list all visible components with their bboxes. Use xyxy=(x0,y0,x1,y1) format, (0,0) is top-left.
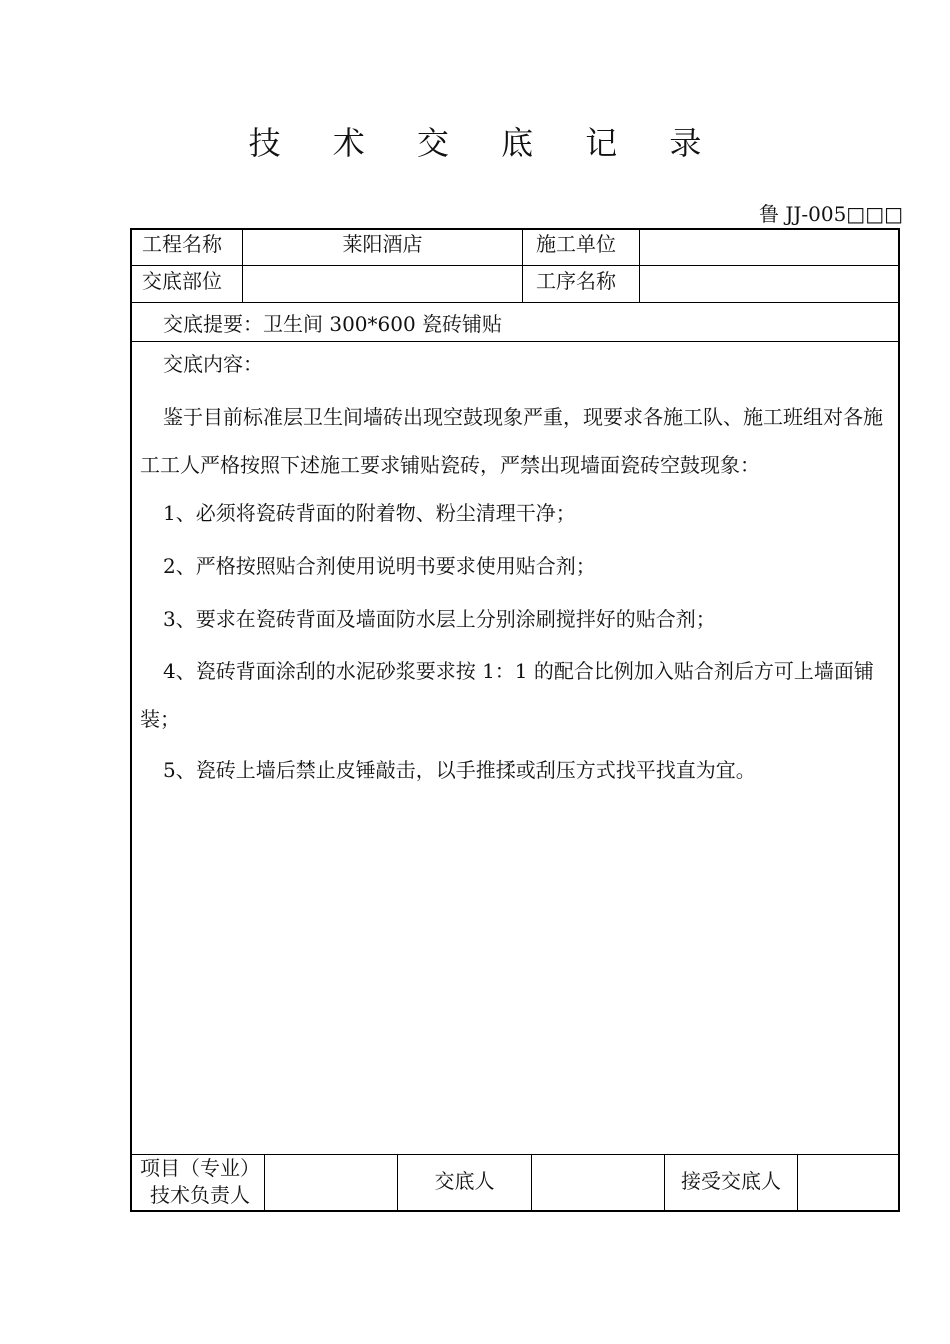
project-name-value: 莱阳酒店 xyxy=(342,232,423,256)
content-item: 1、必须将瓷砖背面的附着物、粉尘清理干净； xyxy=(163,501,576,525)
content-item: 2、严格按照贴合剂使用说明书要求使用贴合剂； xyxy=(163,554,596,578)
discloser-label: 交底人 xyxy=(434,1169,495,1193)
tech-lead-label-line2: 技术负责人 xyxy=(150,1183,250,1207)
content-item: 5、瓷砖上墙后禁止皮锤敲击，以手推揉或刮压方式找平找直为宜。 xyxy=(163,758,756,782)
receiver-label: 接受交底人 xyxy=(681,1169,781,1193)
content-item: 3、要求在瓷砖背面及墙面防水层上分别涂刷搅拌好的贴合剂； xyxy=(163,607,716,631)
form-code: 鲁 JJ-005□□□ xyxy=(758,202,903,226)
column-divider xyxy=(522,228,523,302)
disclosure-summary: 交底提要：卫生间 300*600 瓷砖铺贴 xyxy=(163,312,503,336)
row-divider xyxy=(130,265,900,266)
location-label: 交底部位 xyxy=(142,269,222,293)
column-divider xyxy=(264,1154,265,1212)
content-heading: 交底内容： xyxy=(163,352,263,376)
column-divider xyxy=(797,1154,798,1212)
tech-lead-label xyxy=(136,1155,264,1209)
content-intro: 鉴于目前标准层卫生间墙砖出现空鼓现象严重，现要求各施工队、施工班组对各施工工人严格按照下述施工要求铺贴瓷砖，严禁出现墙面瓷砖空鼓现象： xyxy=(140,405,883,477)
row-divider xyxy=(130,302,900,303)
tech-lead-label-line1: 项目（专业） xyxy=(140,1156,260,1180)
content-item: 4、瓷砖背面涂刮的水泥砂浆要求按 1：1 的配合比例加入贴合剂后方可上墙面铺装； xyxy=(140,659,874,731)
row-divider xyxy=(130,341,900,342)
process-name-label: 工序名称 xyxy=(536,269,616,293)
document-title: 技 术 交 底 记 录 xyxy=(248,124,723,162)
project-name-label: 工程名称 xyxy=(142,232,222,256)
construction-unit-label: 施工单位 xyxy=(536,232,616,256)
column-divider xyxy=(531,1154,532,1212)
column-divider xyxy=(639,228,640,302)
